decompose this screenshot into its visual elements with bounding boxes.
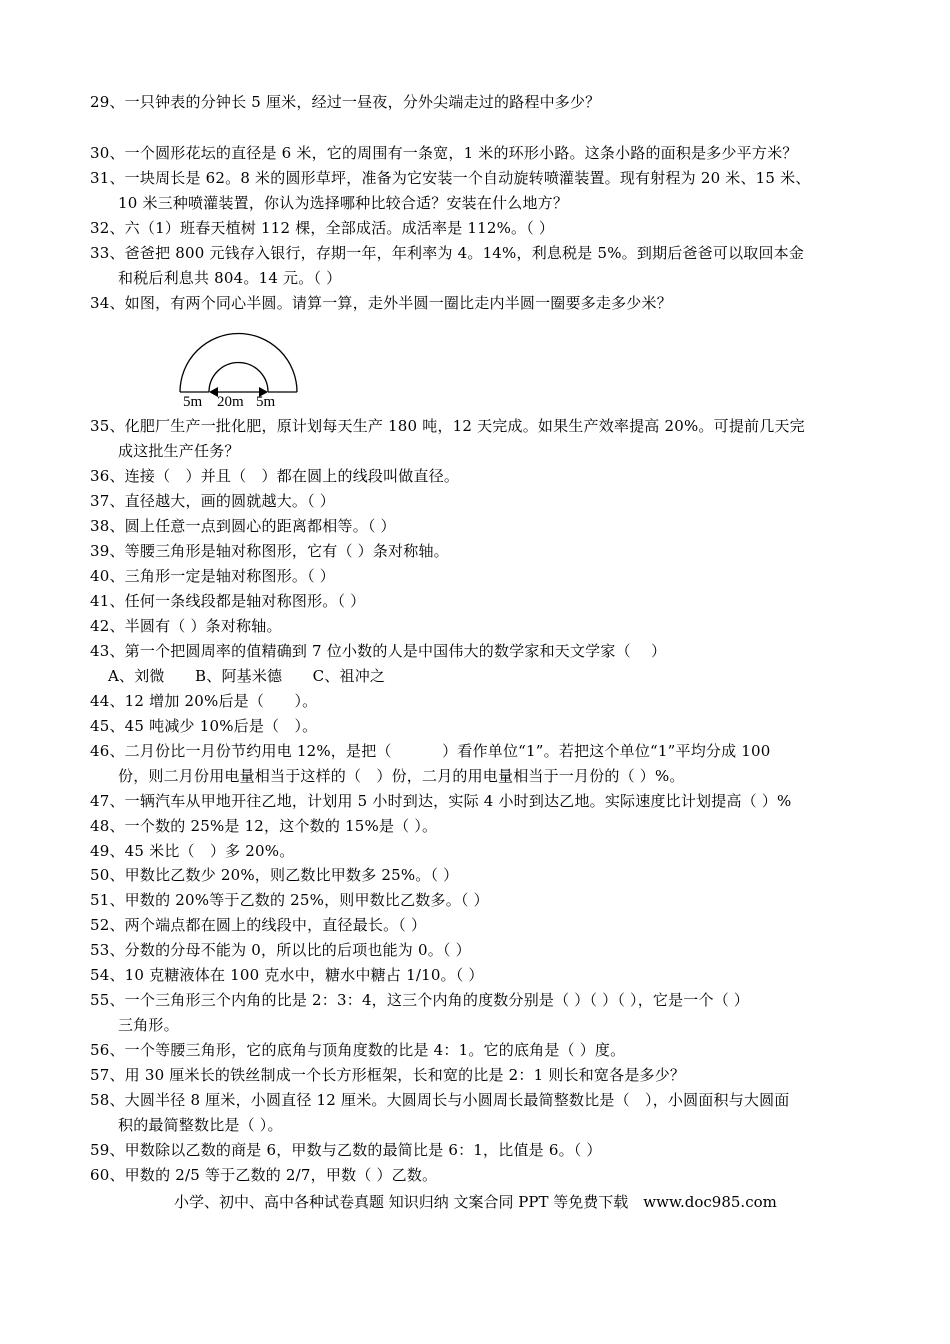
question-58-continued: 积的最简整数比是（ ）。 — [118, 1116, 283, 1134]
question-35: 35、化肥厂生产一批化肥，原计划每天生产 180 吨，12 天完成。如果生产效率提高 20%。可提前几天完 — [90, 417, 805, 435]
question-57: 57、用 30 厘米长的铁丝制成一个长方形框架，长和宽的比是 2：1 则长和宽各是多少？ — [90, 1066, 686, 1084]
question-43-options: A、刘微 B、阿基米德 C、祖冲之 — [108, 667, 386, 685]
question-31-continued: 10 米三种喷灌装置，你认为选择哪种比较合适？安装在什么地方？ — [118, 194, 569, 212]
question-45: 45、45 吨减少 10%后是（ ）。 — [90, 717, 318, 735]
question-52: 52、两个端点都在圆上的线段中，直径最长。（ ） — [90, 916, 427, 934]
question-43: 43、第一个把圆周率的值精确到 7 位小数的人是中国伟大的数学家和天文学家（ ） — [90, 642, 667, 660]
question-58: 58、大圆半径 8 厘米，小圆直径 12 厘米。大圆周长与小圆周长最简整数比是（ ），小圆面积与大圆面 — [90, 1091, 790, 1109]
question-29: 29、一只钟表的分钟长 5 厘米，经过一昼夜，分外尖端走过的路程中多少？ — [90, 93, 601, 111]
question-34: 34、如图，有两个同心半圆。请算一算，走外半圆一圈比走内半圆一圈要多走多少米？ — [90, 294, 672, 312]
question-33-continued: 和税后利息共 804。14 元。（ ） — [118, 269, 342, 287]
question-51: 51、甲数的 20%等于乙数的 25%，则甲数比乙数多。（ ） — [90, 891, 489, 909]
question-56: 56、一个等腰三角形，它的底角与顶角度数的比是 4：1。它的底角是（ ）度。 — [90, 1041, 626, 1059]
figure-label-right: 5m — [256, 394, 276, 410]
question-41: 41、任何一条线段都是轴对称图形。（ ） — [90, 592, 366, 610]
question-39: 39、等腰三角形是轴对称图形，它有（ ）条对称轴。 — [90, 542, 449, 560]
question-36: 36、连接（ ）并且（ ）都在圆上的线段叫做直径。 — [90, 467, 460, 485]
question-50: 50、甲数比乙数少 20%，则乙数比甲数多 25%。（ ） — [90, 866, 459, 884]
question-40: 40、三角形一定是轴对称图形。（ ） — [90, 567, 335, 585]
question-48: 48、一个数的 25%是 12，这个数的 15%是（ ）。 — [90, 817, 438, 835]
question-53: 53、分数的分母不能为 0，所以比的后项也能为 0。（ ） — [90, 941, 471, 959]
question-33: 33、爸爸把 800 元钱存入银行，存期一年，年利率为 4。14%，利息税是 5%。到期后爸爸可以取回本金 — [90, 244, 805, 262]
question-30: 30、一个圆形花坛的直径是 6 米，它的周围有一条宽，1 米的环形小路。这条小路的面积是多少平方米？ — [90, 144, 798, 162]
question-35-continued: 成这批生产任务？ — [118, 442, 240, 460]
question-46: 46、二月份比一月份节约用电 12%，是把（ ）看作单位“1”。若把这个单位“1”平均分成 100 — [90, 742, 771, 760]
question-37: 37、直径越大，画的圆就越大。（ ） — [90, 492, 335, 510]
question-47: 47、一辆汽车从甲地开往乙地，计划用 5 小时到达，实际 4 小时到达乙地。实际速度比计划提高（ ）% — [90, 792, 792, 810]
question-38: 38、圆上任意一点到圆心的距离都相等。（ ） — [90, 517, 396, 535]
figure-label-middle: 20m — [217, 394, 244, 410]
question-49: 49、45 米比（ ）多 20%。 — [90, 842, 295, 860]
question-59: 59、甲数除以乙数的商是 6，甲数与乙数的最简比是 6：1，比值是 6。（ ） — [90, 1141, 602, 1159]
question-54: 54、10 克糖液体在 100 克水中，糖水中糖占 1/10。（ ） — [90, 966, 484, 984]
question-32: 32、六（1）班春天植树 112 棵，全部成活。成活率是 112%。（ ） — [90, 219, 555, 237]
question-46-continued: 份，则二月份用电量相当于这样的（ ）份，二月的用电量相当于一月份的（ ）%。 — [118, 767, 685, 785]
question-44: 44、12 增加 20%后是（ ）。 — [90, 692, 318, 710]
question-31: 31、一块周长是 62。8 米的圆形草坪，准备为它安装一个自动旋转喷灌装置。现有射程为 20 米、15 米、 — [90, 169, 811, 187]
footer-download-note: 小学、初中、高中各种试卷真题 知识归纳 文案合同 PPT 等免费下载 www.doc985.com — [174, 1193, 777, 1211]
question-42: 42、半圆有（ ）条对称轴。 — [90, 617, 282, 635]
question-55-continued: 三角形。 — [118, 1016, 179, 1034]
figure-label-left: 5m — [183, 394, 203, 410]
question-55: 55、一个三角形三个内角的比是 2：3：4，这三个内角的度数分别是（ ）（ ）（ ），它是一个（ ） — [90, 991, 750, 1009]
question-60: 60、甲数的 2/5 等于乙数的 2/7，甲数（ ）乙数。 — [90, 1166, 438, 1184]
